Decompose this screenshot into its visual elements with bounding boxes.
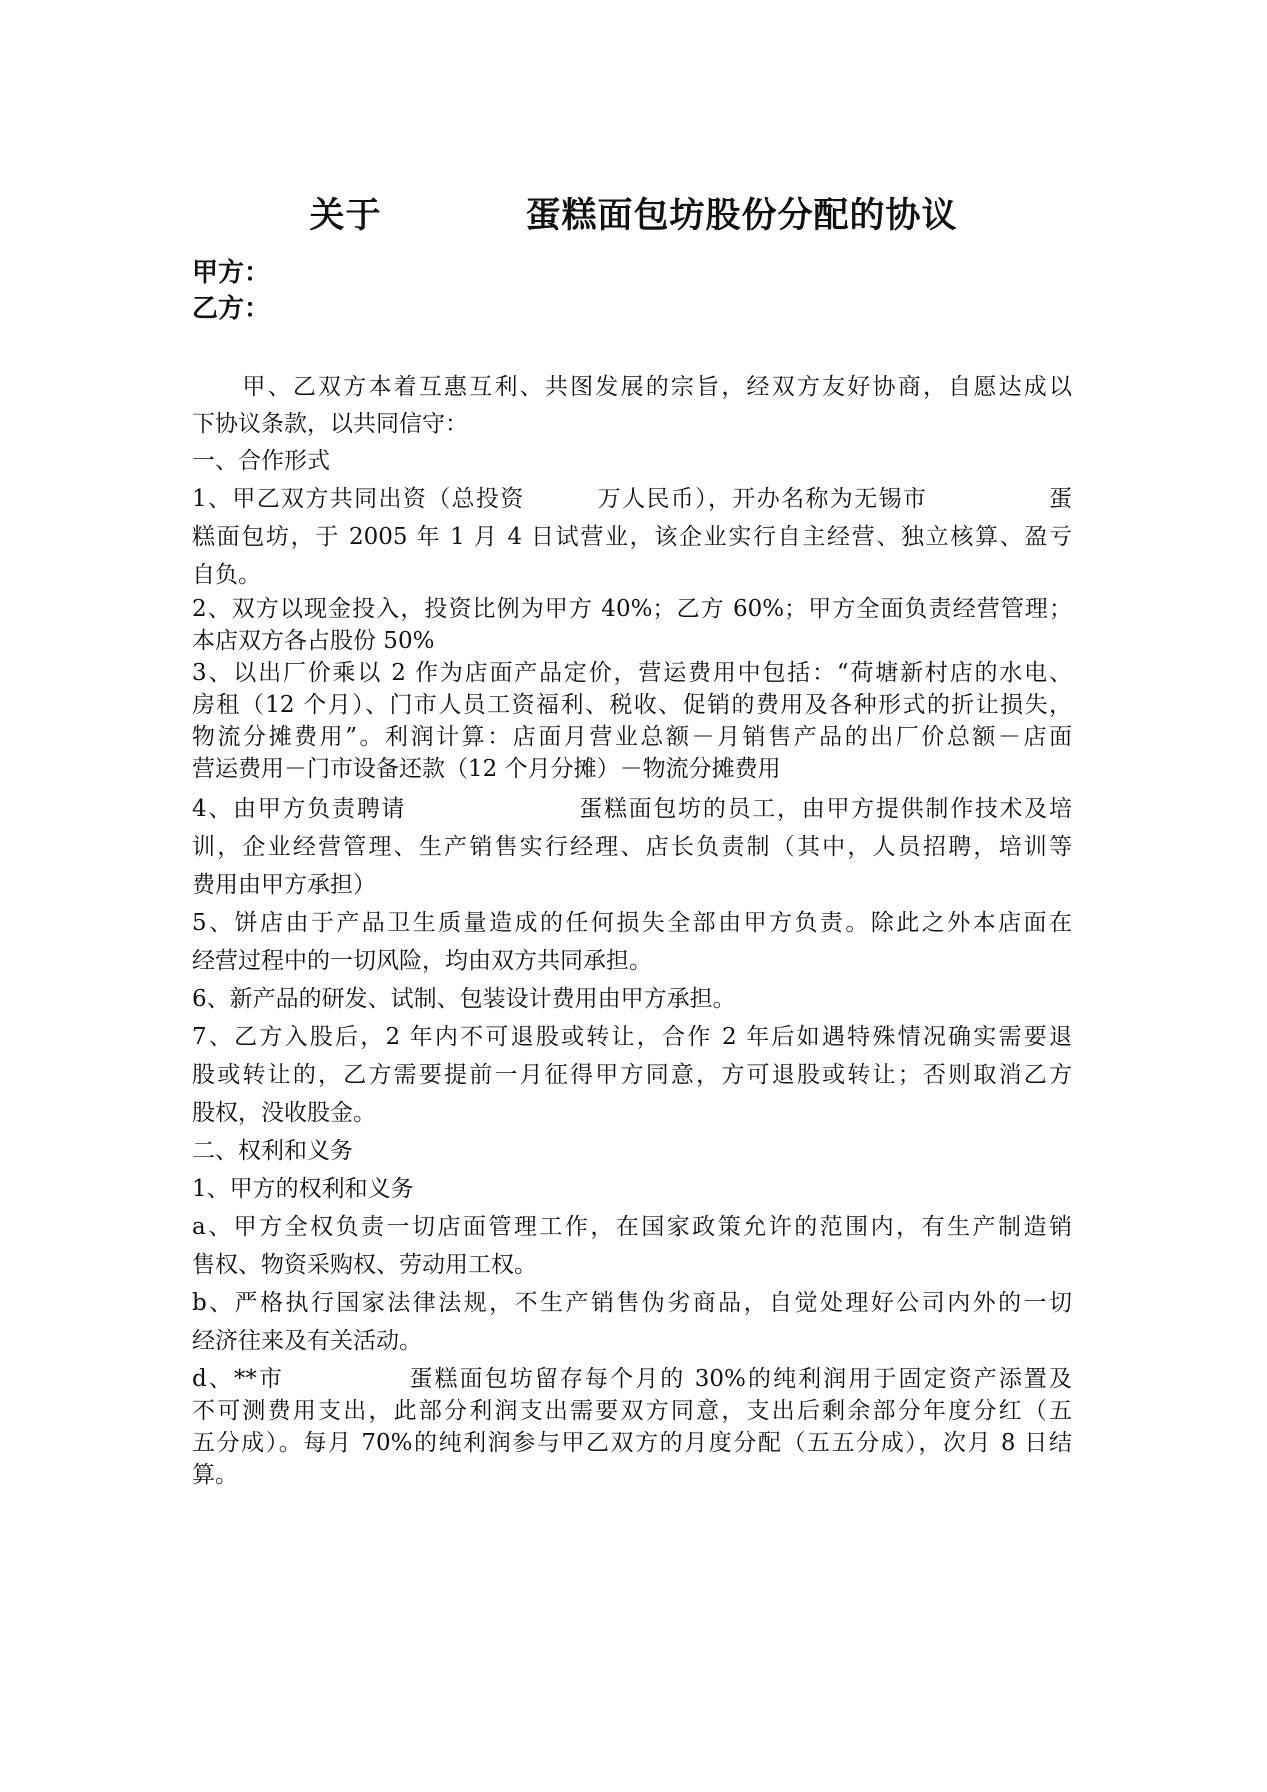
paragraph-line: 1、甲乙双方共同出资（总投资 万人民币），开办名称为无锡市 蛋 bbox=[192, 486, 1072, 512]
paragraph-line: 糕面包坊，于 2005 年 1 月 4 日试营业，该企业实行自主经营、独立核算、盈亏 bbox=[192, 524, 1072, 550]
paragraph-line: 房租（12 个月）、门市人员工资福利、税收、促销的费用及各种形式的折让损失， bbox=[192, 692, 1072, 718]
document-title: 关于 蛋糕面包坊股份分配的协议 bbox=[309, 196, 958, 236]
paragraph-line: 经营过程中的一切风险，均由双方共同承担。 bbox=[192, 948, 652, 974]
paragraph-line: 5、饼店由于产品卫生质量造成的任何损失全部由甲方负责。除此之外本店面在 bbox=[192, 910, 1072, 936]
party-a-label: 甲方： bbox=[192, 258, 271, 288]
paragraph-line: 4、由甲方负责聘请 蛋糕面包坊的员工，由甲方提供制作技术及培 bbox=[192, 796, 1072, 822]
paragraph-line: 下协议条款，以共同信守： bbox=[192, 411, 468, 437]
paragraph-line: 股权，没收股金。 bbox=[192, 1100, 376, 1126]
party-b-label: 乙方： bbox=[192, 294, 271, 324]
paragraph-line: 训，企业经营管理、生产销售实行经理、店长负责制（其中，人员招聘，培训等 bbox=[192, 834, 1072, 860]
paragraph-line: 自负。 bbox=[192, 562, 261, 588]
paragraph-line: a、甲方全权负责一切店面管理工作，在国家政策允许的范围内，有生产制造销 bbox=[192, 1214, 1072, 1240]
paragraph-line: 售权、物资采购权、劳动用工权。 bbox=[192, 1252, 537, 1278]
paragraph-line: 股或转让的，乙方需要提前一月征得甲方同意，方可退股或转让；否则取消乙方 bbox=[192, 1062, 1072, 1088]
paragraph-line: 甲、乙双方本着互惠互利、共图发展的宗旨，经双方友好协商，自愿达成以 bbox=[192, 374, 1072, 400]
paragraph-line: 7、乙方入股后，2 年内不可退股或转让，合作 2 年后如遇特殊情况确实需要退 bbox=[192, 1024, 1072, 1050]
section-heading: 二、权利和义务 bbox=[192, 1138, 353, 1164]
paragraph-line: 经济往来及有关活动。 bbox=[192, 1328, 422, 1354]
paragraph-line: d、**市 蛋糕面包坊留存每个月的 30%的纯利润用于固定资产添置及 bbox=[192, 1366, 1072, 1392]
paragraph-line: 算。 bbox=[192, 1462, 238, 1488]
paragraph-line: 2、双方以现金投入，投资比例为甲方 40%；乙方 60%；甲方全面负责经营管理； bbox=[192, 596, 1072, 622]
paragraph-line: 五分成）。每月 70%的纯利润参与甲乙双方的月度分配（五五分成），次月 8 日结 bbox=[192, 1430, 1072, 1456]
paragraph-line: 6、新产品的研发、试制、包装设计费用由甲方承担。 bbox=[192, 986, 736, 1012]
section-heading: 一、合作形式 bbox=[192, 448, 330, 474]
paragraph-line: 不可测费用支出，此部分利润支出需要双方同意，支出后剩余部分年度分红（五 bbox=[192, 1398, 1072, 1424]
paragraph-line: 物流分摊费用”。利润计算：店面月营业总额－月销售产品的出厂价总额－店面 bbox=[192, 724, 1072, 750]
paragraph-line: 营运费用－门市设备还款（12 个月分摊）－物流分摊费用 bbox=[192, 756, 781, 782]
subsection-heading: 1、甲方的权利和义务 bbox=[192, 1176, 414, 1202]
paragraph-line: 费用由甲方承担） bbox=[192, 872, 376, 898]
paragraph-line: 3、以出厂价乘以 2 作为店面产品定价，营运费用中包括：“荷塘新村店的水电、 bbox=[192, 660, 1072, 686]
paragraph-line: b、严格执行国家法律法规，不生产销售伪劣商品，自觉处理好公司内外的一切 bbox=[192, 1290, 1072, 1316]
paragraph-line: 本店双方各占股份 50% bbox=[192, 628, 435, 654]
